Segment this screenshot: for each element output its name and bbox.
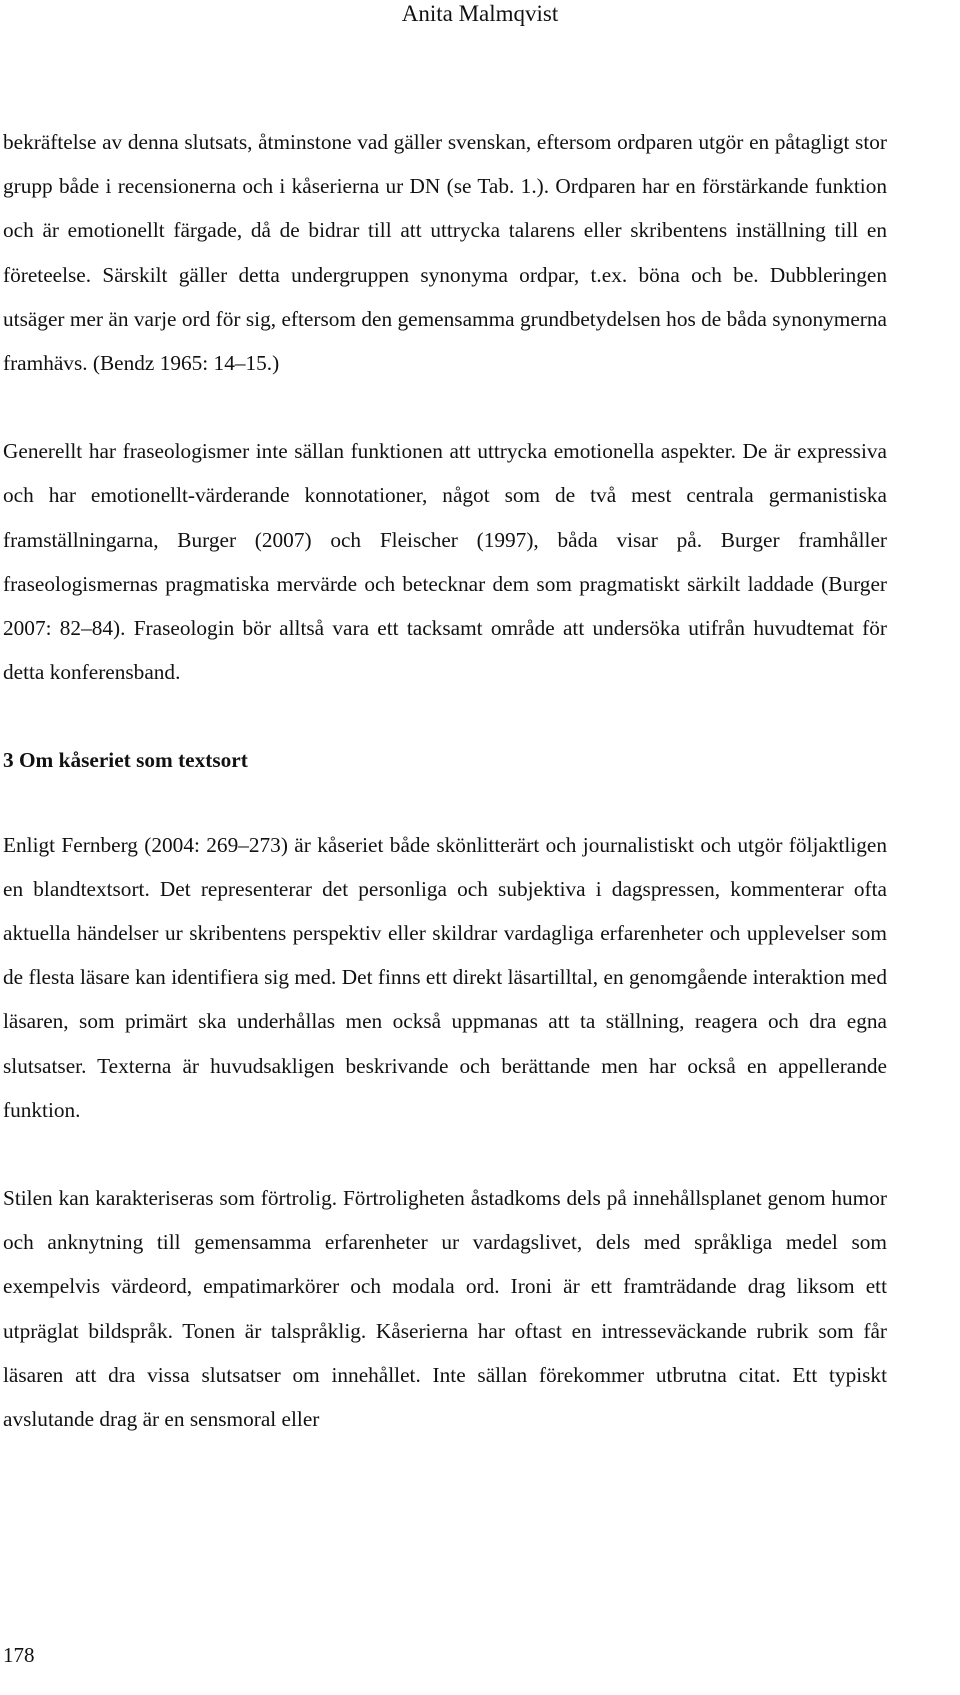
page-number: 178: [3, 1643, 35, 1667]
section-heading: 3 Om kåseriet som textsort: [3, 748, 248, 773]
paragraph-kaseriet: Enligt Fernberg (2004: 269–273) är kåseriet både skönlitterärt och journalistiskt och utgör följaktligen en blandtextsort. Det representerar det personliga och subjektiva i dagspressen, kommenterar ofta aktuella händelser ur skribentens perspektiv eller skildrar vardagliga erfarenheter och upplevelser som de flesta läsare kan identifiera sig med. Det finns ett direkt läsartilltal, en genomgående interaktion med läsaren, som primärt ska underhållas men också uppmanas att ta ställning, reagera och dra egna slutsatser. Texterna är huvudsakligen beskrivande och berättande men har också en appellerande funktion.: [3, 832, 887, 1122]
paragraph-stilen: Stilen kan karakteriseras som förtrolig. Förtroligheten åstadkoms dels på innehållsplanet genom humor och anknytning till gemensamma erfarenheter ur vardagslivet, dels med språkliga medel som exempelvis värdeord, empatimarkörer och modala ord. Ironi är ett framträdande drag liksom ett utpräglat bildspråk. Tonen är talspråklig. Kåserierna har oftast en intresseväckande rubrik som får läsaren att dra vissa slutsatser om innehållet. Inte sällan förekommer utbrutna citat. Ett typiskt avslutande drag är en sensmoral eller: [3, 1186, 887, 1432]
paragraph-fraseologismer: Generellt har fraseologismer inte sällan funktionen att uttrycka emotionella aspekter. De är expressiva och har emotionellt-värderande konnotationer, något som de två mest centrala germanistiska framställningarna, Burger (2007) och Fleischer (1997), båda visar på. Burger framhåller fraseologismernas pragmatiska mervärde och betecknar dem som pragmatiskt särkilt laddade (Burger 2007: 82–84). Fraseologin bör alltså vara ett tacksamt område att undersöka utifrån huvudtemat för detta konferensband.: [3, 439, 887, 685]
running-header-author: Anita Malmqvist: [401, 1, 559, 26]
article-body: [3, 120, 887, 1441]
paragraph-ordpar: bekräftelse av denna slutsats, åtminstone vad gäller svenskan, eftersom ordparen utgör en påtagligt stor grupp både i recensionerna och i kåserierna ur DN (se Tab. 1.). Ordparen har en förstärkande funktion och är emotionellt färgade, då de bidrar till att uttrycka talarens eller skribentens inställning till en företeelse. Särskilt gäller detta undergruppen synonyma ordpar, t.ex. böna och be. Dubbleringen utsäger mer än varje ord för sig, eftersom den gemensamma grundbetydelsen hos de båda synonymerna framhävs. (Bendz 1965: 14–15.): [3, 130, 887, 376]
